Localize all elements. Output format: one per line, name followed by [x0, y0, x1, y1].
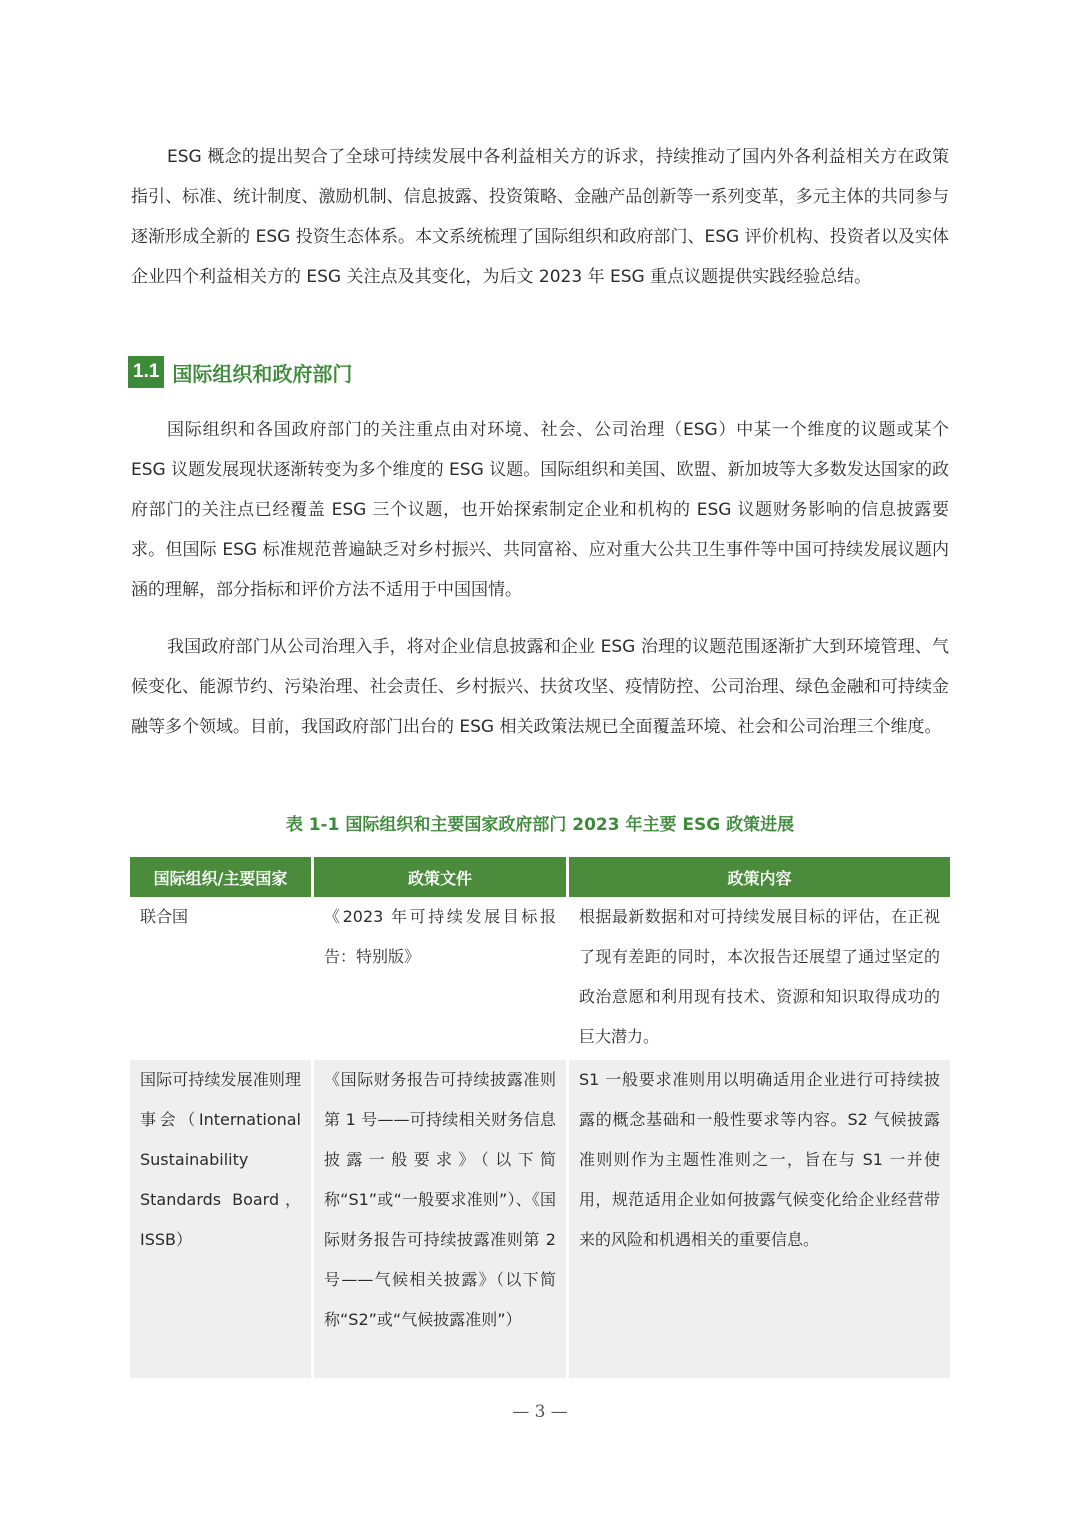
- cell-org: 联合国: [140, 907, 189, 926]
- body-paragraph-international: 国际组织和各国政府部门的关注重点由对环境、社会、公司治理（ESG）中某一个维度的议题或某个 ESG 议题发展现状逐渐转变为多个维度的 ESG 议题。国际组织和美国、欧盟、新加坡等大多数发达国家的政府部门的关注点已经覆盖 ESG 三个议题，也开始探索制定企业和机构的 ESG 议题财务影响的信息披露要求。但国际 ESG 标准规范普遍缺乏对乡村振兴、共同富裕、应对重大公共卫生事件等中国可持续发展议题内涵的理解，部分指标和评价方法不适用于中国国情。: [131, 420, 949, 600]
- intro-paragraph: ESG 概念的提出契合了全球可持续发展中各利益相关方的诉求，持续推动了国内外各利益相关方在政策指引、标准、统计制度、激励机制、信息披露、投资策略、金融产品创新等一系列变革，多元主体的共同参与逐渐形成全新的 ESG 投资生态体系。本文系统梳理了国际组织和政府部门、ESG 评价机构、投资者以及实体企业四个利益相关方的 ESG 关注点及其变化，为后文 2023 年 ESG 重点议题提供实践经验总结。: [131, 147, 949, 287]
- cell-content: 根据最新数据和对可持续发展目标的评估，在正视了现有差距的同时，本次报告还展望了通过坚定的政治意愿和利用现有技术、资源和知识取得成功的巨大潜力。: [566, 897, 950, 1057]
- cell-document: 《2023 年可持续发展目标报告：特别版》: [311, 897, 566, 1057]
- header-org: 国际组织/主要国家: [130, 857, 311, 897]
- section-number-badge: 1.1: [128, 356, 164, 388]
- cell-content: S1 一般要求准则用以明确适用企业进行可持续披露的概念基础和一般性要求等内容。S2 气候披露准则则作为主题性准则之一，旨在与 S1 一并使用，规范适用企业如何披露气候变化给企业经营带来的风险和机遇相关的重要信息。: [566, 1057, 950, 1378]
- section-heading: [128, 355, 352, 389]
- cell-org: 国际可持续发展准则理事会（International Sustainability Standards Board，ISSB）: [130, 1057, 311, 1378]
- policy-table: [130, 857, 950, 1378]
- header-document: 政策文件: [311, 857, 566, 897]
- section-title: 国际组织和政府部门: [172, 361, 353, 386]
- page-number: — 3 —: [512, 1402, 568, 1422]
- header-content: 政策内容: [566, 857, 950, 897]
- table-header-row: [130, 857, 950, 897]
- table-row: [130, 1057, 950, 1378]
- cell-document: 《国际财务报告可持续披露准则第 1 号——可持续相关财务信息披露一般要求》（以下简称“S1”或“一般要求准则”）、《国际财务报告可持续披露准则第 2 号——气候相关披露》（以下简称“S2”或“气候披露准则”）: [311, 1057, 566, 1378]
- table-row: [130, 897, 950, 1057]
- body-paragraph-china: 我国政府部门从公司治理入手，将对企业信息披露和企业 ESG 治理的议题范围逐渐扩大到环境管理、气候变化、能源节约、污染治理、社会责任、乡村振兴、扶贫攻坚、疫情防控、公司治理、绿色金融和可持续金融等多个领域。目前，我国政府部门出台的 ESG 相关政策法规已全面覆盖环境、社会和公司治理三个维度。: [131, 637, 949, 737]
- table-caption: 表 1-1 国际组织和主要国家政府部门 2023 年主要 ESG 政策进展: [285, 815, 795, 835]
